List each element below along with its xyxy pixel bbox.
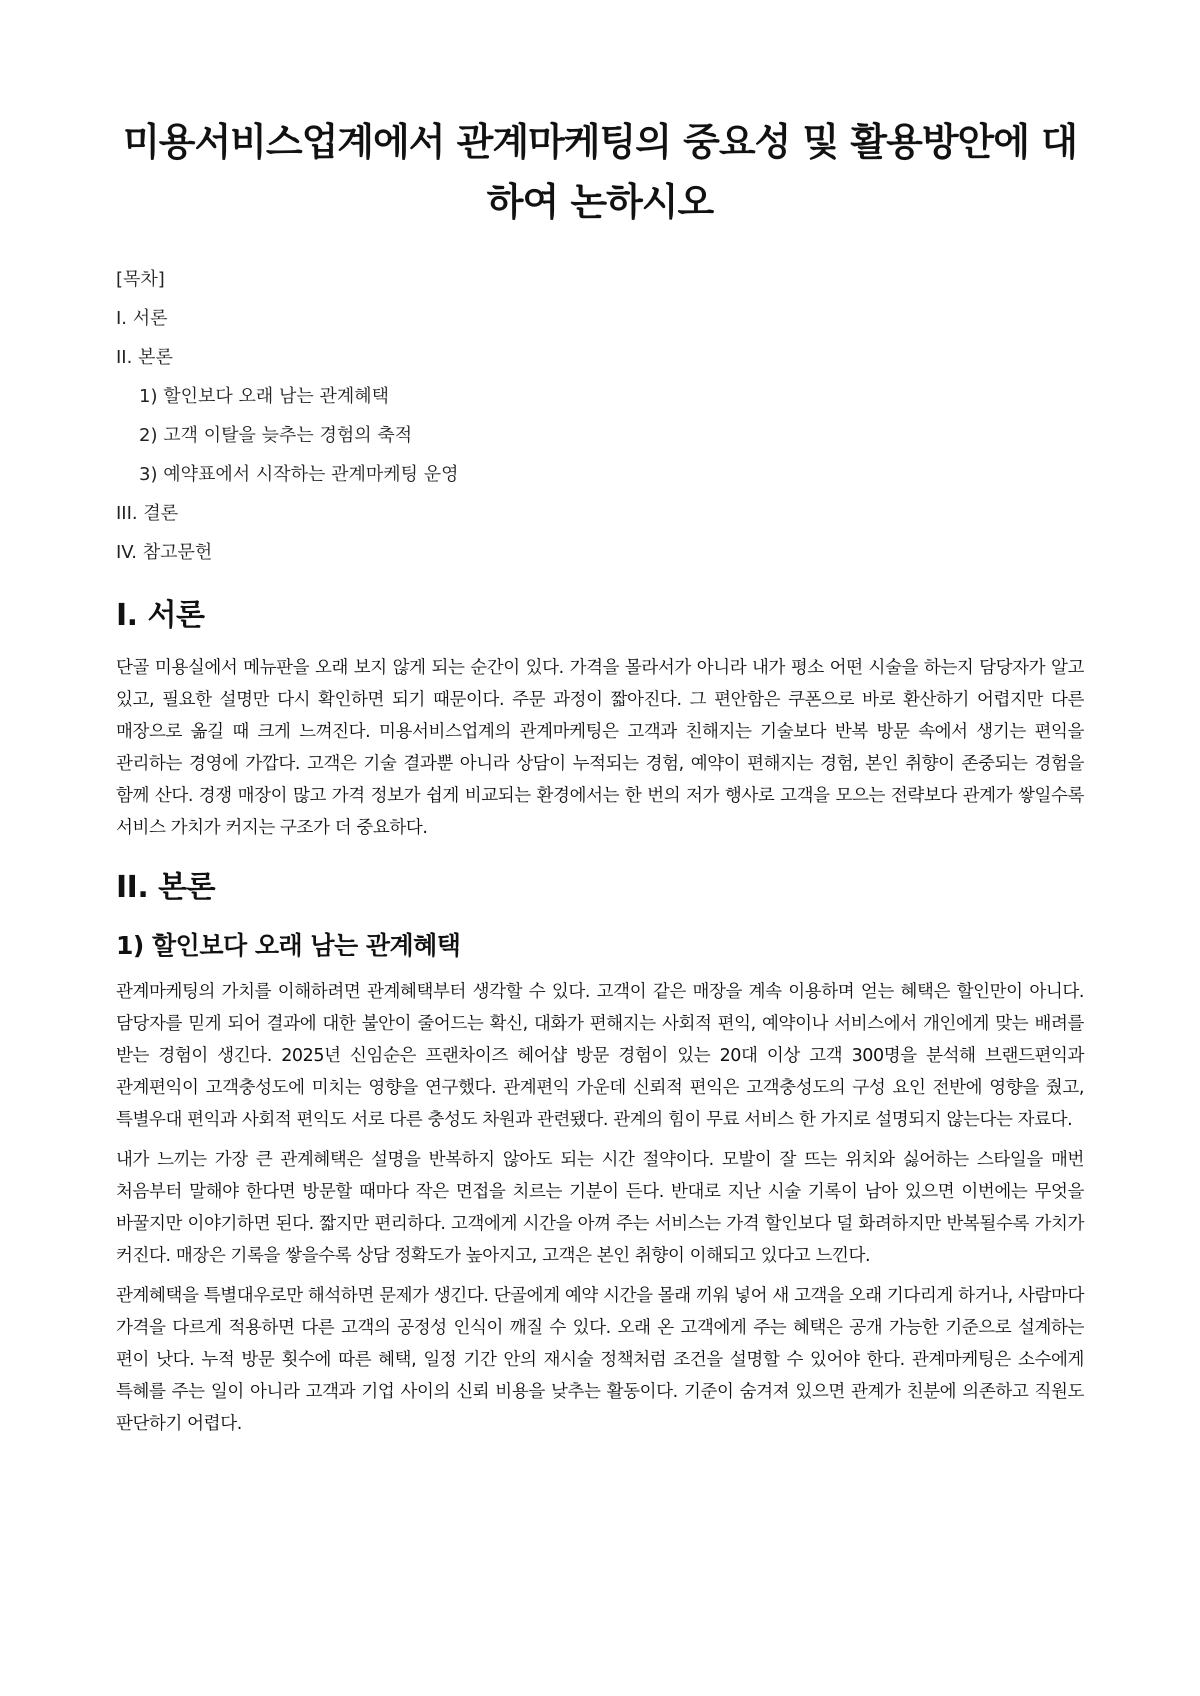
paragraph: 관계마케팅의 가치를 이해하려면 관계혜택부터 생각할 수 있다. 고객이 같은 매장을 계속 이용하며 얻는 혜택은 할인만이 아니다. 담당자를 믿게 되어 결과에 대한 불안이 줄어드는 확신, 대화가 편해지는 사회적 편익, 예약이나 서비스에서 개인에게 맞는 배려를 받는 경험이 생긴다. 2025년 신임순은 프랜차이즈 헤어샵 방문 경험이 있는 20대 이상 고객 300명을 분석해 브랜드편익과 관계편익이 고객충성도에 미치는 영향을 연구했다. 관계편익 가운데 신뢰적 편익은 고객충성도의 구성 요인 전반에 영향을 줬고, 특별우대 편익과 사회적 편익도 서로 다른 충성도 차원과 관련됐다. 관계의 힘이 무료 서비스 한 가지로 설명되지 않는다는 자료다. [116,982,1084,1130]
toc-item: IV. 참고문헌 [116,542,213,563]
toc-item: II. 본론 [116,347,173,368]
toc-item: 1) 할인보다 오래 남는 관계혜택 [139,386,390,407]
toc-item: III. 결론 [116,503,179,524]
paragraph: 내가 느끼는 가장 큰 관계혜택은 설명을 반복하지 않아도 되는 시간 절약이다. 모발이 잘 뜨는 위치와 싫어하는 스타일을 매번 처음부터 말해야 한다면 방문할 때마다 작은 면접을 치르는 기분이 든다. 반대로 지난 시술 기록이 남아 있으면 이번에는 무엇을 바꿀지만 이야기하면 된다. 짧지만 편리하다. 고객에게 시간을 아껴 주는 서비스는 가격 할인보다 덜 화려하지만 반복될수록 가치가 커진다. 매장은 기록을 쌓을수록 상담 정확도가 높아지고, 고객은 본인 취향이 이해되고 있다고 느낀다. [116,1150,1084,1266]
section-introduction [116,596,1084,844]
section-body [116,868,1084,1440]
section-heading: II. 본론 [116,870,216,905]
document-title: 미용서비스업계에서 관계마케팅의 중요성 및 활용방안에 대하여 논하시오 [123,120,1077,224]
section-heading: I. 서론 [116,598,205,633]
table-of-contents [116,260,1084,572]
subsection-relationship-benefits [116,928,1084,1440]
toc-item: I. 서론 [116,308,168,329]
paragraph: 관계혜택을 특별대우로만 해석하면 문제가 생긴다. 단골에게 예약 시간을 몰래 끼워 넣어 새 고객을 오래 기다리게 하거나, 사람마다 가격을 다르게 적용하면 다른 고객의 공정성 인식이 깨질 수 있다. 오래 온 고객에게 주는 혜택은 공개 가능한 기준으로 설계하는 편이 낫다. 누적 방문 횟수에 따른 혜택, 일정 기간 안의 재시술 정책처럼 조건을 설명할 수 있어야 한다. 관계마케팅은 소수에게 특혜를 주는 일이 아니라 고객과 기업 사이의 신뢰 비용을 낮추는 활동이다. 기준이 숨겨져 있으면 관계가 친분에 의존하고 직원도 판단하기 어렵다. [116,1286,1084,1434]
subsection-heading: 1) 할인보다 오래 남는 관계혜택 [116,931,461,960]
toc-item: 3) 예약표에서 시작하는 관계마케팅 운영 [139,464,459,485]
paragraph: 단골 미용실에서 메뉴판을 오래 보지 않게 되는 순간이 있다. 가격을 몰라서가 아니라 내가 평소 어떤 시술을 하는지 담당자가 알고 있고, 필요한 설명만 다시 확인하면 되기 때문이다. 주문 과정이 짧아진다. 그 편안함은 쿠폰으로 바로 환산하기 어렵지만 다른 매장으로 옮길 때 크게 느껴진다. 미용서비스업계의 관계마케팅은 고객과 친해지는 기술보다 반복 방문 속에서 생기는 편익을 관리하는 경영에 가깝다. 고객은 기술 결과뿐 아니라 상담이 누적되는 경험, 예약이 편해지는 경험, 본인 취향이 존중되는 경험을 함께 산다. 경쟁 매장이 많고 가격 정보가 쉽게 비교되는 환경에서는 한 번의 저가 행사로 고객을 모으는 전략보다 관계가 쌓일수록 서비스 가치가 커지는 구조가 더 중요하다. [116,658,1084,838]
toc-heading: [목차] [116,269,165,290]
toc-item: 2) 고객 이탈을 늦추는 경험의 축적 [139,425,413,446]
